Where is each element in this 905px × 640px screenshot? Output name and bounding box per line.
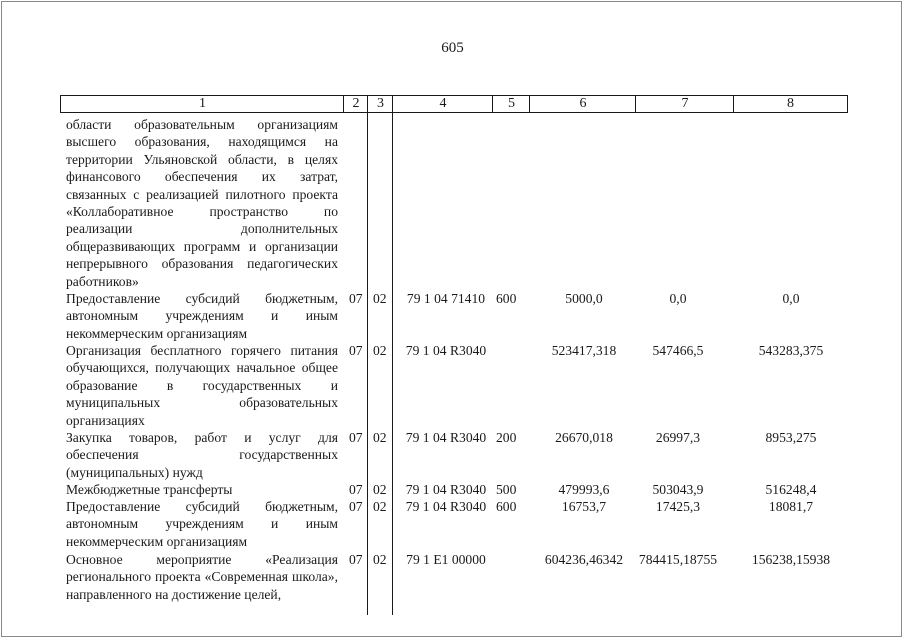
row-amount-col8: 8953,275	[765, 430, 817, 445]
row-amount-col6: 604236,46342	[544, 552, 624, 567]
table-header	[60, 95, 848, 113]
page-number: 605	[441, 40, 464, 56]
row-description: Предоставление субсидий бюджетным, автономным учреждениям и иным некоммерческим организациям	[66, 291, 338, 341]
row-amount-col8: 516248,4	[765, 482, 817, 497]
col-rule	[492, 95, 493, 113]
row-section: 07	[349, 291, 363, 306]
header-col-2: 2	[352, 96, 360, 111]
row-subsection: 02	[373, 552, 387, 567]
row-amount-col8: 156238,15938	[751, 552, 831, 567]
row-target-code: 79 1 04 71410	[406, 291, 486, 306]
header-col-7: 7	[681, 96, 689, 111]
row-section: 07	[349, 482, 363, 497]
row-target-code: 79 1 04 R3040	[405, 482, 487, 497]
row-description: Межбюджетные трансферты	[66, 482, 233, 497]
header-col-5: 5	[508, 96, 515, 111]
row-amount-col8: 543283,375	[758, 343, 824, 358]
row-amount-col7: 547466,5	[652, 343, 704, 358]
row-amount-col7: 503043,9	[652, 482, 704, 497]
row-expense-type: 600	[496, 499, 517, 514]
row-section: 07	[349, 343, 363, 358]
row-target-code: 79 1 E1 00000	[406, 552, 486, 567]
row-expense-type: 200	[496, 430, 517, 445]
row-amount-col7: 784415,18755	[638, 552, 718, 567]
col-rule	[529, 95, 530, 113]
row-expense-type: 600	[496, 291, 517, 306]
row-amount-col6: 479993,6	[558, 482, 610, 497]
row-subsection: 02	[373, 291, 387, 306]
col-rule	[733, 95, 734, 113]
row-subsection: 02	[373, 343, 387, 358]
col-rule	[635, 95, 636, 113]
row-amount-col6: 523417,318	[551, 343, 617, 358]
header-col-8: 8	[787, 96, 794, 111]
budget-table	[60, 95, 848, 615]
row-amount-col6: 26670,018	[555, 430, 613, 445]
row-description: области образовательным организациям высшего образования, находящимся на территории Ульяновской области, в целях финансового обеспечения их затрат, связанных с реализацией пилотного проекта «Коллаборативное пространство по реализации дополнительных общеразвивающих программ и организации непрерывного образования педагогических работников»	[66, 117, 338, 289]
row-description: Основное мероприятие «Реализация регионального проекта «Современная школа», направленного на достижение целей,	[66, 552, 338, 602]
header-col-1: 1	[199, 96, 206, 111]
row-target-code: 79 1 04 R3040	[405, 343, 487, 358]
row-amount-col8: 0,0	[782, 291, 800, 306]
col-rule	[392, 95, 393, 615]
row-amount-col7: 0,0	[669, 291, 687, 306]
row-description: Закупка товаров, работ и услуг для обеспечения государственных (муниципальных) нужд	[66, 430, 338, 480]
row-amount-col8: 18081,7	[768, 499, 814, 514]
row-amount-col6: 16753,7	[561, 499, 607, 514]
row-subsection: 02	[373, 482, 387, 497]
col-rule	[343, 95, 344, 113]
row-section: 07	[349, 552, 363, 567]
row-subsection: 02	[373, 499, 387, 514]
row-amount-col7: 26997,3	[655, 430, 701, 445]
row-description: Предоставление субсидий бюджетным, автономным учреждениям и иным некоммерческим организациям	[66, 499, 338, 549]
row-target-code: 79 1 04 R3040	[405, 430, 487, 445]
row-subsection: 02	[373, 430, 387, 445]
row-expense-type: 500	[496, 482, 517, 497]
header-col-3: 3	[377, 96, 384, 111]
col-rule	[367, 95, 368, 615]
row-section: 07	[349, 499, 363, 514]
row-amount-col7: 17425,3	[655, 499, 701, 514]
row-amount-col6: 5000,0	[565, 291, 603, 306]
row-description: Организация бесплатного горячего питания обучающихся, получающих начальное общее образование в государственных и муниципальных образовательных организациях	[66, 343, 338, 428]
header-col-6: 6	[579, 96, 587, 111]
row-section: 07	[349, 430, 363, 445]
row-target-code: 79 1 04 R3040	[405, 499, 487, 514]
header-col-4: 4	[439, 96, 447, 111]
